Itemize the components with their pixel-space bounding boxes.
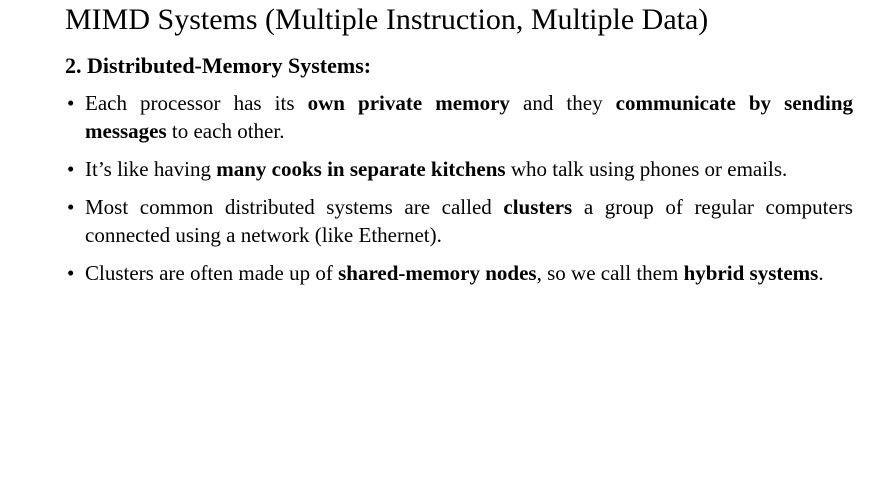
text-run: It’s like having bbox=[85, 157, 217, 181]
text-run: Each processor has its bbox=[85, 91, 308, 115]
bullet-marker-icon: • bbox=[67, 157, 75, 181]
text-run: Most common distributed systems are called bbox=[85, 195, 504, 219]
bullet-item bbox=[65, 259, 853, 287]
bullet-marker-icon: • bbox=[67, 261, 75, 285]
slide-title: MIMD Systems (Multiple Instruction, Multiple Data) bbox=[65, 3, 709, 36]
section-heading: 2. Distributed-Memory Systems: bbox=[65, 53, 372, 78]
bold-text-run: own private memory bbox=[307, 91, 510, 115]
bullet-item bbox=[65, 193, 853, 249]
text-run: a group of regular computers connected using a network (like Ethernet). bbox=[85, 195, 853, 247]
text-run: who talk using phones or emails. bbox=[505, 157, 788, 181]
bold-text-run: shared-memory nodes bbox=[338, 261, 537, 285]
text-run: Clusters are often made up of bbox=[85, 261, 339, 285]
bullet-marker-icon: • bbox=[67, 91, 75, 115]
text-run: and they bbox=[509, 91, 616, 115]
bold-text-run: hybrid systems bbox=[683, 261, 819, 285]
bold-text-run: clusters bbox=[503, 195, 573, 219]
bold-text-run: communicate by sending messages bbox=[85, 91, 854, 143]
bullet-item bbox=[65, 155, 853, 183]
bullet-marker-icon: • bbox=[67, 195, 75, 219]
text-run: . bbox=[818, 261, 824, 285]
bullet-item bbox=[65, 89, 853, 145]
bullet-list bbox=[65, 89, 853, 287]
bold-text-run: many cooks in separate kitchens bbox=[216, 157, 506, 181]
text-run: , so we call them bbox=[536, 261, 684, 285]
text-run: to each other. bbox=[166, 119, 285, 143]
